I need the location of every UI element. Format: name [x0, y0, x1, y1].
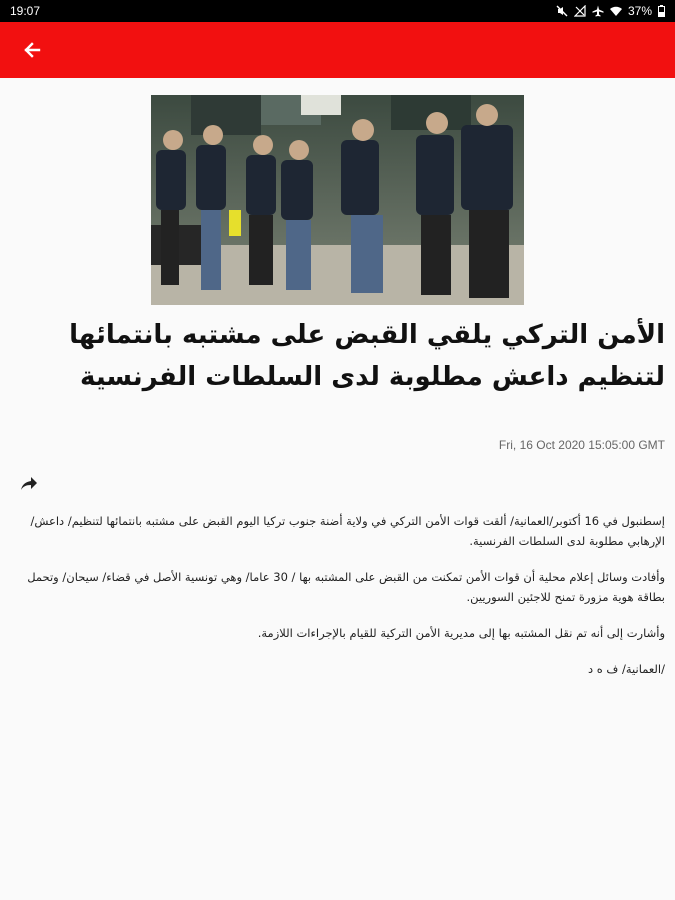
article-paragraph: إسطنبول في 16 أكتوبر/العمانية/ ألقت قوات الأمن التركي في ولاية أضنة جنوب تركيا اليوم القبض على مشتبه بانتمائها لتنظيم/ داعش/ الإرهابي مطلوبة لدى السلطات الفرنسية. [30, 514, 665, 548]
share-icon [20, 476, 38, 492]
share-button[interactable] [20, 476, 40, 494]
article-headline: الأمن التركي يلقي القبض على مشتبه بانتمائها لتنظيم داعش مطلوبة لدى السلطات الفرنسية [69, 320, 665, 392]
arrow-left-icon [23, 41, 41, 59]
back-button[interactable] [18, 36, 46, 64]
battery-percent: 37% [627, 4, 652, 18]
article-date: Fri, 16 Oct 2020 15:05:00 GMT [498, 438, 665, 452]
article-photo [151, 95, 524, 305]
article-paragraph: /العمانية/ ف ه د [587, 662, 665, 676]
article-paragraph: وأفادت وسائل إعلام محلية أن قوات الأمن تمكنت من القبض على المشتبه بها / 30 عاما/ وهي تونسية الأصل في قضاء/ سيحان/ وتحمل بطاقة هوية مزورة تمنح للاجئين السوريين. [27, 570, 665, 604]
status-bar [0, 0, 675, 22]
airplane-icon [592, 5, 604, 17]
status-time: 19:07 [10, 4, 41, 18]
wifi-icon [610, 5, 622, 17]
article-body [25, 511, 665, 695]
battery-icon [658, 5, 665, 17]
article-image [151, 95, 524, 305]
status-icons [556, 4, 665, 18]
no-signal-icon [574, 5, 586, 17]
article-paragraph: وأشارت إلى أنه تم نقل المشتبه بها إلى مديرية الأمن التركية للقيام بالإجراءات اللازمة. [257, 626, 665, 640]
mute-icon [556, 5, 568, 17]
app-bar [0, 22, 675, 78]
